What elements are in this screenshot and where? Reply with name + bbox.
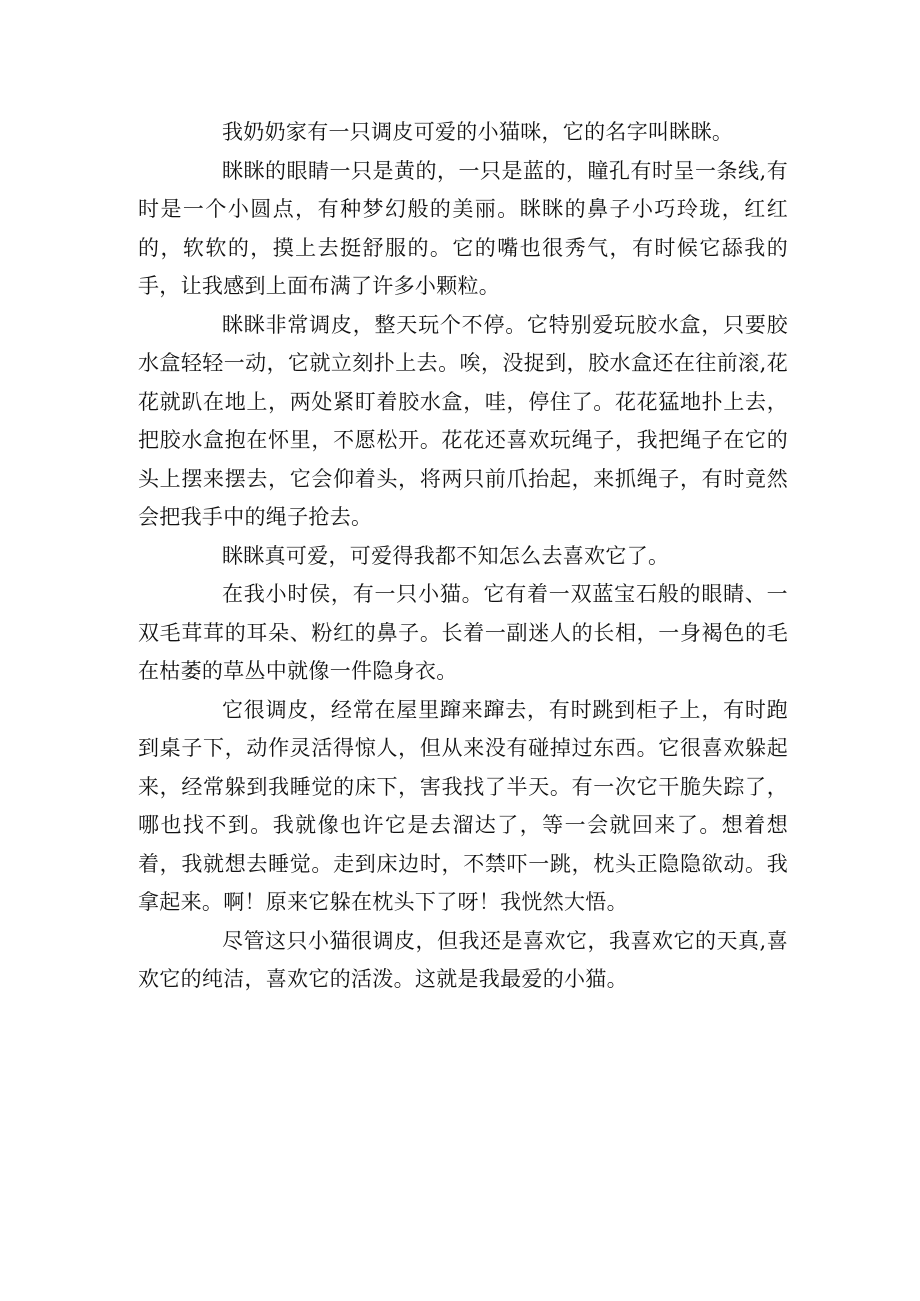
paragraph-7: 尽管这只小猫很调皮，但我还是喜欢它，我喜欢它的天真,喜欢它的纯洁，喜欢它的活泼。这就是我最爱的小猫。 (138, 928, 788, 991)
document-body (138, 113, 788, 999)
paragraph-5: 在我小时侯，有一只小猫。它有着一双蓝宝石般的眼睛、一双毛茸茸的耳朵、粉红的鼻子。长着一副迷人的长相，一身褐色的毛在枯萎的草丛中就像一件隐身衣。 (138, 582, 788, 683)
paragraph-1: 我奶奶家有一只调皮可爱的小猫咪，它的名字叫眯眯。 (222, 120, 734, 144)
paragraph-3: 眯眯非常调皮，整天玩个不停。它特别爱玩胶水盒，只要胶水盒轻轻一动，它就立刻扑上去。唉，没捉到，胶水盒还在往前滚,花花就趴在地上，两处紧盯着胶水盒，哇，停住了。花花猛地扑上去，把胶水盒抱在怀里，不愿松开。花花还喜欢玩绳子，我把绳子在它的头上摆来摆去，它会仰着头，将两只前爪抬起，来抓绳子，有时竟然会把我手中的绳子抢去。 (138, 312, 788, 529)
paragraph-4: 眯眯真可爱，可爱得我都不知怎么去喜欢它了。 (222, 543, 670, 568)
paragraph-2: 眯眯的眼睛一只是黄的，一只是蓝的，瞳孔有时呈一条线,有时是一个小圆点，有种梦幻般的美丽。眯眯的鼻子小巧玲珑，红红的，软软的，摸上去挺舒服的。它的嘴也很秀气，有时候它舔我的手，让我感到上面布满了许多小颗粒。 (138, 158, 788, 298)
paragraph-6: 它很调皮，经常在屋里蹿来蹿去，有时跳到柜子上，有时跑到桌子下，动作灵活得惊人，但从来没有碰掉过东西。它很喜欢躲起来，经常躲到我睡觉的床下，害我找了半天。有一次它干脆失踪了，哪也找不到。我就像也许它是去溜达了，等一会就回来了。想着想着，我就想去睡觉。走到床边时，不禁吓一跳，枕头正隐隐欲动。我拿起来。啊！原来它躲在枕头下了呀！我恍然大悟。 (138, 697, 788, 914)
